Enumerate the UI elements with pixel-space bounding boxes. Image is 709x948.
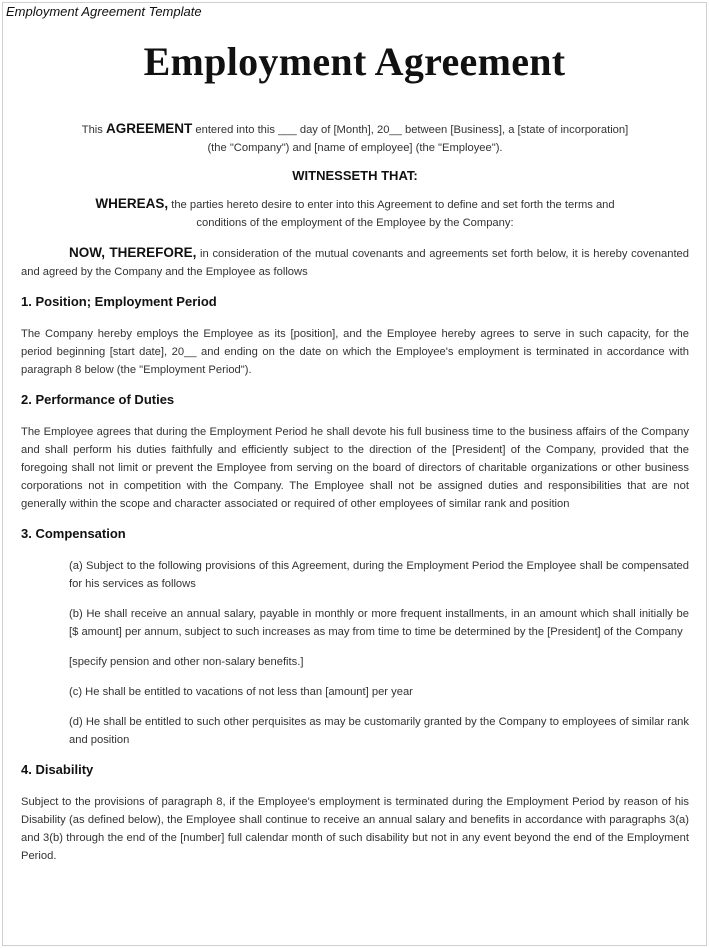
- witnesseth-heading: WITNESSETH THAT:: [292, 168, 418, 183]
- whereas-word: WHEREAS,: [95, 196, 169, 211]
- now-therefore-word: NOW, THEREFORE,: [69, 245, 197, 260]
- section-3-heading: 3. Compensation: [21, 526, 126, 541]
- section-1-heading: 1. Position; Employment Period: [21, 294, 217, 309]
- intro-line2: (the "Company") and [name of employee] (the "Employee").: [207, 142, 503, 154]
- whereas-paragraph: [21, 195, 689, 232]
- whereas-text: the parties hereto desire to enter into this Agreement to define and set forth the terms and: [168, 199, 615, 211]
- intro-agreement-word: AGREEMENT: [106, 121, 193, 136]
- section-2-body: The Employee agrees that during the Employment Period he shall devote his full business time to the business affairs of the Company and shall perform his duties faithfully and efficiently subject to the direction of the [President] of the Company, provided that the foregoing shall not limit or prevent the Employee from serving on the board of directors of charitable organizations or other business corporations not in competition with the Company. The Employee shall not be assigned duties and responsibilities that are not generally within the scope and character associated or required of other employees of similar rank and position: [21, 426, 689, 510]
- section-2-heading: 2. Performance of Duties: [21, 392, 175, 407]
- intro-line1: entered into this ___ day of [Month], 20__ between [Business], a [state of incorporation]: [192, 124, 629, 136]
- section-3-specify: [specify pension and other non-salary benefits.]: [69, 656, 304, 668]
- section-3-clause-a: (a) Subject to the following provisions of this Agreement, during the Employment Period the Employee shall be compensated for his services as follows: [69, 560, 689, 590]
- now-therefore-text: in consideration of the mutual covenants and agreements set forth below, it is hereby covenanted and agreed by the Company and the Employee as follows: [21, 248, 689, 278]
- template-label: Employment Agreement Template: [6, 4, 202, 19]
- section-4-body: Subject to the provisions of paragraph 8, if the Employee's employment is terminated during the Employment Period by reason of his Disability (as defined below), the Employee shall continue to receive an annual salary and benefits in accordance with paragraphs 3(a) and 3(b) through the end of the [number] full calendar month of such disability but not in any event beyond the end of the Employment Period.: [21, 796, 689, 862]
- intro-paragraph: [21, 120, 689, 157]
- document-title: Employment Agreement: [143, 39, 566, 84]
- intro-lead: This: [81, 124, 106, 136]
- now-therefore-paragraph: [21, 244, 689, 281]
- whereas-line2: conditions of the employment of the Employee by the Company:: [196, 217, 514, 229]
- section-3-clause-d: (d) He shall be entitled to such other perquisites as may be customarily granted by the Company to employees of similar rank and position: [69, 716, 689, 746]
- section-1-body: The Company hereby employs the Employee as its [position], and the Employee hereby agrees to serve in such capacity, for the period beginning [start date], 20__ and ending on the date on which the Employee's employment is terminated in accordance with paragraph 8 below (the "Employment Period").: [21, 328, 689, 376]
- section-3-clause-c: (c) He shall be entitled to vacations of not less than [amount] per year: [69, 686, 413, 698]
- document-body: [21, 120, 689, 865]
- section-3-clause-b: (b) He shall receive an annual salary, payable in monthly or more frequent installments, in an amount which shall initially be [$ amount] per annum, subject to such increases as may from time to time be determined by the [President] of the Company: [69, 608, 689, 638]
- section-4-heading: 4. Disability: [21, 762, 94, 777]
